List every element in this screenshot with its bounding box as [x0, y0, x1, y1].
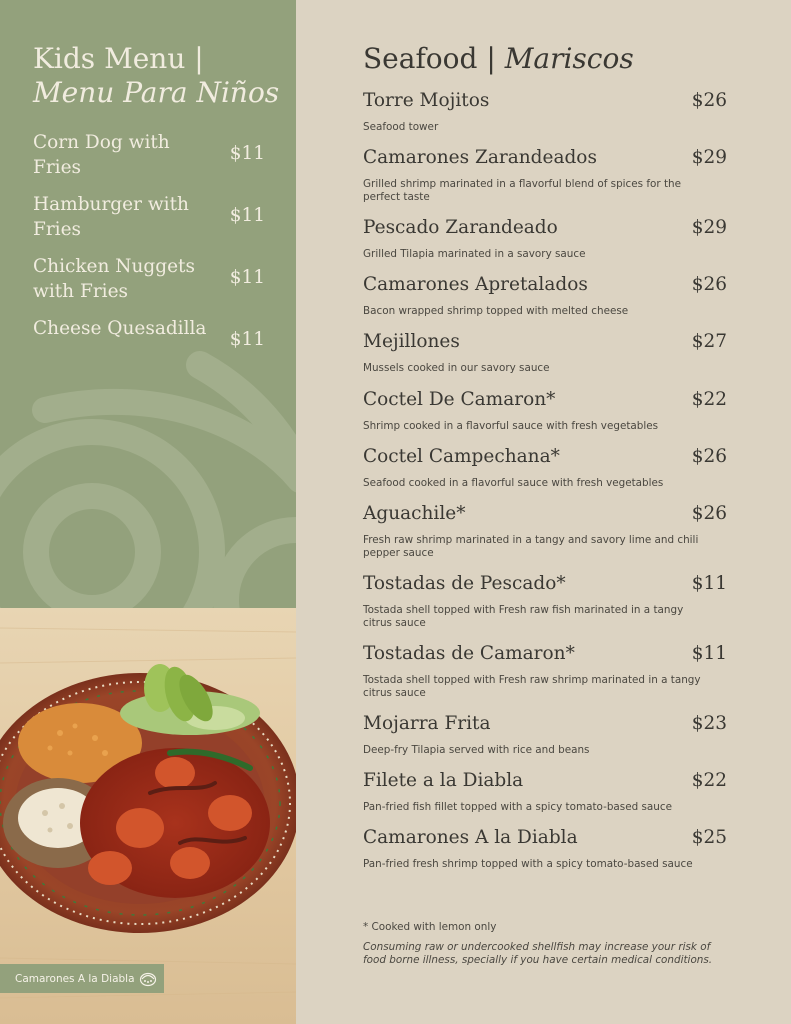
menu-item-description: Mussels cooked in our savory sauce [363, 362, 550, 374]
seafood-title-separator: | [486, 42, 496, 75]
menu-item-price: $23 [691, 713, 727, 734]
kids-item-name: Corn Dog with Fries [33, 132, 170, 178]
menu-item-description: Grilled shrimp marinated in a flavorful blend of spices for the perfect taste [363, 178, 682, 203]
menu-item-name: Torre Mojitos [363, 90, 490, 111]
menu-item-price: $26 [691, 446, 727, 467]
menu-item-description: Deep-fry Tilapia served with rice and beans [363, 744, 590, 756]
menu-item-name: Camarones Apretalados [363, 274, 588, 295]
menu-item-price: $22 [691, 770, 727, 791]
kids-title-line2: Menu Para Niños [33, 76, 280, 109]
menu-item-description: Tostada shell topped with Fresh raw shrimp marinated in a tangy citrus sauce [363, 674, 701, 699]
seafood-title [363, 42, 634, 75]
menu-item-description: Pan-fried fish fillet topped with a spicy tomato-based sauce [363, 801, 672, 813]
health-warning: Consuming raw or undercooked shellfish may increase your risk of food borne illness, specially if you have certain medical conditions. [363, 941, 713, 966]
menu-item-price: $29 [691, 217, 727, 238]
menu-item-name: Coctel Campechana* [363, 446, 560, 467]
menu-item-price: $29 [691, 147, 727, 168]
restaurant-logo-icon [139, 970, 157, 987]
menu-item-description: Tostada shell topped with Fresh raw fish marinated in a tangy citrus sauce [363, 604, 684, 629]
kids-item-name: Cheese Quesadilla [33, 318, 207, 339]
menu-item-name: Tostadas de Pescado* [363, 573, 566, 594]
menu-item-name: Tostadas de Camaron* [363, 643, 575, 664]
kids-item-price: $11 [229, 143, 265, 164]
menu-item-description: Pan-fried fresh shrimp topped with a spicy tomato-based sauce [363, 858, 693, 870]
menu-item-name: Pescado Zarandeado [363, 217, 558, 238]
menu-item-price: $26 [691, 274, 727, 295]
kids-menu-title [33, 42, 279, 110]
kids-menu-panel [0, 0, 296, 608]
menu-item-price: $26 [691, 503, 727, 524]
kids-item-price: $11 [229, 329, 265, 350]
menu-item-price: $11 [691, 643, 727, 664]
menu-item-description: Bacon wrapped shrimp topped with melted cheese [363, 305, 629, 317]
seafood-title-alt: Mariscos [504, 42, 634, 75]
footnote: * Cooked with lemon only [363, 921, 497, 933]
kids-item-name: Hamburger with Fries [33, 194, 189, 240]
menu-item-name: Camarones Zarandeados [363, 147, 597, 168]
dish-illustration [0, 608, 296, 1024]
photo-caption-text: Camarones A la Diabla [15, 972, 135, 985]
kids-menu-item [33, 192, 265, 254]
food-photo [0, 608, 296, 1024]
seafood-title-main: Seafood [363, 42, 478, 75]
menu-item-price: $27 [691, 331, 727, 352]
menu-item-name: Filete a la Diabla [363, 770, 524, 791]
menu-item-price: $25 [691, 827, 727, 848]
kids-menu-list [33, 130, 265, 378]
menu-item-description: Seafood cooked in a flavorful sauce with fresh vegetables [363, 477, 664, 489]
kids-menu-item [33, 254, 265, 316]
menu-item-description: Shrimp cooked in a flavorful sauce with fresh vegetables [363, 420, 659, 432]
kids-menu-item [33, 130, 265, 192]
photo-caption [0, 964, 164, 993]
menu-item-name: Coctel De Camaron* [363, 389, 556, 410]
kids-title-line1: Kids Menu | [33, 42, 204, 75]
kids-item-name: Chicken Nuggets with Fries [33, 256, 195, 302]
menu-item-price: $26 [691, 90, 727, 111]
kids-item-price: $11 [229, 267, 265, 288]
menu-item-name: Mojarra Frita [363, 713, 491, 734]
menu-item-price: $11 [691, 573, 727, 594]
menu-item-name: Mejillones [363, 331, 460, 352]
menu-item-description: Seafood tower [363, 121, 439, 133]
menu-item-price: $22 [691, 389, 727, 410]
kids-item-price: $11 [229, 205, 265, 226]
menu-item-name: Camarones A la Diabla [363, 827, 578, 848]
menu-item-description: Fresh raw shrimp marinated in a tangy and savory lime and chili pepper sauce [363, 534, 699, 559]
menu-item-description: Grilled Tilapia marinated in a savory sauce [363, 248, 586, 260]
menu-item-name: Aguachile* [363, 503, 466, 524]
kids-menu-item [33, 316, 265, 378]
